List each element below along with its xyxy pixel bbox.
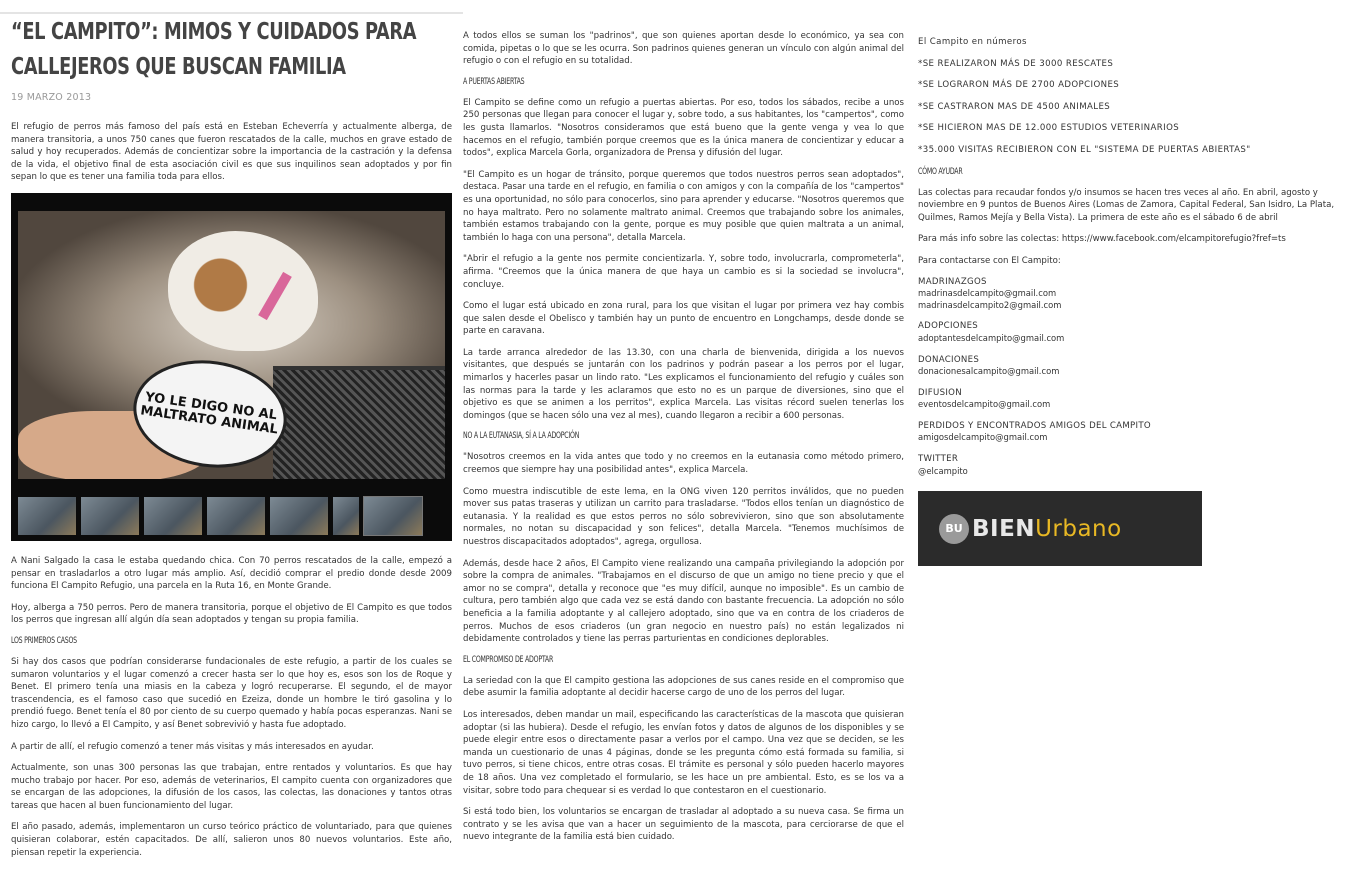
thumbnail[interactable]: [18, 497, 76, 535]
logo-mark: [939, 514, 969, 544]
colectas-text: Las colectas para recaudar fondos y/o insumos se hacen tres veces al año. En abril, agosto y noviembre en 9 puntos de Buenos Aires (Lomas de Zamora, Capital Federal, San Isidro, La Plata, Quilmes, Ramos Mejía y Bella Vista). La primera de este año es el sábado 6 de abril: [918, 187, 1335, 223]
paragraph: "Nosotros creemos en la vida antes que todo y no creemos en la eutanasia como método primero, creemos que siempre hay una posibilidad antes", explica Marcela.: [463, 452, 904, 476]
paragraph: Como el lugar está ubicado en zona rural, para los que visitan el lugar por primera vez hay combis que salen desde el Obelisco y también hay un punto de encuentro en Longchamps, desde donde se parte en caravana.: [463, 301, 904, 337]
thumbnail[interactable]: [207, 497, 265, 535]
thumbnail-strip: [18, 497, 445, 535]
thumbnail[interactable]: [333, 497, 359, 535]
contact-twitter: [918, 454, 1358, 477]
bien-urbano-logo[interactable]: [918, 491, 1202, 566]
paragraph: La seriedad con la que El campito gestiona las adopciones de sus canes reside en el compromiso que debe asumir la familia adoptante al decidir hacerse cargo de uno de los perros del lugar.: [463, 675, 904, 699]
contact-email[interactable]: madrinasdelcampito2@gmail.com: [918, 299, 1062, 310]
basket-illustration: [273, 366, 445, 479]
paragraph: Si está todo bien, los voluntarios se encargan de trasladar al adoptado a su nueva casa. Se firma un contrato y se les avisa que van a hacer un seguimiento de la mascota, para cerciorarse de que el nuevo integrante de la familia está bien cuidado.: [463, 807, 904, 843]
photo-sign-text: YO LE DIGO NO AL MALTRATO ANIMAL: [139, 389, 279, 438]
paragraph: A todos ellos se suman los "padrinos", que son quienes aportan desde lo económico, ya sea con comida, pipetas o lo que se les ocurra. Son padrinos quienes generan un vínculo con algún animal del refugio o con el refugio en su totalidad.: [463, 31, 904, 67]
number-item: *SE CASTRARON MAS DE 4500 ANIMALES: [918, 101, 1111, 112]
number-item: *SE LOGRARON MÁS DE 2700 ADOPCIONES: [918, 80, 1120, 91]
contact-heading: ADOPCIONES: [918, 321, 979, 332]
contact-heading: MADRINAZGOS: [918, 276, 987, 287]
paragraph: El Campito se define como un refugio a puertas abiertas. Por eso, todos los sábados, recibe a unos 250 personas que llegan para conocer el lugar y, sobre todo, a sus habitantes, los "campertos", como les gusta llamarlos. "Nosotros consideramos que está bueno que la gente venga y vea lo que hacemos en el refugio, también porque creemos que es la única manera de concientizar y educar a todos", explica Marcela Gorla, organizadora de Prensa y difusión del lugar.: [463, 97, 904, 159]
contact-heading: DONACIONES: [918, 354, 980, 365]
paragraph: El año pasado, además, implementaron un curso teórico práctico de voluntariado, para que quienes quisieran colaborar, estén capacitados. De allí, salieron unos 80 nuevos voluntarios. Este año, piensan repetir la experiencia.: [11, 822, 452, 858]
article-intro: El refugio de perros más famoso del país está en Esteban Echeverría y actualmente alberga, de manera transitoria, a unos 750 canes que fueron rescatados de la calle, muchos en grave estado de salud y hoy recuperados. Además de concientizar sobre la importancia de la castración y la defensa de la vida, el objetivo final de esta asociación civil es que sus inquilinos sean adoptados y por fin sepan lo que es tener una familia toda para ellos.: [11, 122, 452, 183]
contact-intro: Para contactarse con El Campito:: [918, 255, 1061, 266]
photo-gallery: [11, 193, 452, 541]
logo-mark-text: BU: [945, 522, 963, 536]
contact-heading: PERDIDOS Y ENCONTRADOS AMIGOS DEL CAMPITO: [918, 420, 1151, 431]
number-item: *35.000 VISITAS RECIBIERON CON EL "SISTEMA DE PUERTAS ABIERTAS": [918, 144, 1251, 155]
paragraph: Como muestra indiscutible de este lema, en la ONG viven 120 perritos inválidos, que no pueden mover sus patas traseras y utilizan un carrito para trasladarse. "Todos ellos tenían un diagnóstico de eutanasia. Y la realidad es que estos perros no sólo sobrevivieron, sino que son absolutamente normales, no notan su discapacidad y son felices", detalla Marcela. "Tenemos muchísimos de nuestros discapacitados adoptados", agrega, orgullosa.: [463, 486, 904, 547]
paragraph: La tarde arranca alrededor de las 13.30, con una charla de bienvenida, dirigida a los nuevos visitantes, que después se juntarán con los padrinos y podrán pasear a los perros por el lugar, mimarlos y hacerles pasar un lindo rato. "Les explicamos el funcionamiento del refugio y cuáles son las normas para la tarde y les aclaramos que esto no es un parque de diversiones, sino que el objetivo es que se animen a los perritos", explica Marcela. Las visitas récord suelen tenerlas los domingos (que se hacen sólo una vez al mes), cuando llegaron a recibir a 600 personas.: [463, 347, 904, 421]
paragraph: Si hay dos casos que podrían considerarse fundacionales de este refugio, a partir de los cuales se sumaron voluntarios y el lugar comenzó a crecer hasta ser lo que hoy es, esos son los de Roque y Benet. El primero tenía una miasis en la cabeza y logró recuperarse. El segundo, el de mayor trascendencia, es el famoso caso que sucedió en Ezeiza, donde un hombre le tiró gasolina y lo prendió fuego. Benet tenía el 80 por ciento de su cuerpo quemado y había pocas esperanzas. Nani se hizo cargo, lo llevó a El Campito, y así Benet sobrevivió y hasta fue adoptado.: [11, 656, 452, 730]
paragraph: A partir de allí, el refugio comenzó a tener más visitas y más interesados en ayudar.: [11, 741, 374, 752]
thumbnail[interactable]: [270, 497, 328, 535]
section-heading: EL COMPROMISO DE ADOPTAR: [463, 654, 554, 665]
article-title: “EL CAMPITO”: MIMOS Y CUIDADOS PARA CALLEJEROS QUE BUSCAN FAMILIA: [11, 19, 417, 80]
sidebar: [918, 37, 1358, 566]
section-heading: NO A LA EUTANASIA, SÍ A LA ADOPCIÓN: [463, 431, 580, 442]
number-item: *SE HICIERON MAS DE 12.000 ESTUDIOS VETERINARIOS: [918, 123, 1180, 134]
paragraph: "El Campito es un hogar de tránsito, porque queremos que todos nuestros perros sean adoptados", destaca. Pasar una tarde en el refugio, en familia o con amigos y con la compañía de los "campertos" es una oportunidad, no sólo para conocerlos, sino para aprender y educarse. "Nosotros queremos que no haya maltrato. Pero no solamente maltrato animal. Creemos que trabajando sobre los animales, también estamos trabajando con la gente, porque es muy posible que quien maltrata a un animal, también lo haga con una persona", detalla Marcela.: [463, 169, 904, 243]
contact-donaciones: [918, 355, 1358, 378]
contact-heading: DIFUSION: [918, 387, 962, 398]
thumbnail-selected[interactable]: [364, 497, 422, 535]
paragraph: Actualmente, son unas 300 personas las que trabajan, entre rentados y voluntarios. Es que hay mucho trabajo por hacer. Por eso, además de veterinarios, El campito cuenta con organizadores que se encargan de las adopciones, la difusión de los casos, las colectas, las donaciones y tantos otras tareas que hacen al buen funcionamiento del lugar.: [11, 763, 452, 811]
logo-urbano: Urbano: [1035, 515, 1122, 542]
more-info-link[interactable]: Para más info sobre las colectas: https://www.facebook.com/elcampitorefugio?fref=ts: [918, 234, 1286, 245]
numbers-title: El Campito en números: [918, 37, 1027, 47]
contact-email[interactable]: donacionesalcampito@gmail.com: [918, 366, 1060, 377]
contact-adopciones: [918, 321, 1358, 344]
twitter-handle[interactable]: @elcampito: [918, 465, 968, 476]
contact-email[interactable]: madrinasdelcampito@gmail.com: [918, 288, 1057, 299]
paragraph: "Abrir el refugio a la gente nos permite concientizarla. Y, sobre todo, involucrarla, comprometerla", afirma. "Creemos que la única manera de que haya un cambio es si la sociedad se involucra", concluye.: [463, 254, 904, 290]
paragraph: Los interesados, deben mandar un mail, especificando las características de la mascota que quisieran adoptar (si las hubiera). Desde el refugio, les envían fotos y datos de algunos de los disponibles y se puede elegir entre esos o directamente pasar a verlos por el campo. Una vez que se deciden, se les manda un cuestionario de unas 4 páginas, donde se les pregunta cómo está formada su familia, si tuvo perros, si tiene chicos, entre otras cosas. El trámite es personal y sólo pueden hacerlo mayores de 18 años. Una vez completado el formulario, se les hace un pre ambiental. Esto, es se los va a visitar, sobre todo para chequear si es verdad lo que contestaron en el cuestionario.: [463, 709, 904, 796]
contact-difusion: [918, 388, 1358, 411]
contact-madrinazgos: [918, 277, 1358, 312]
paragraph: Además, desde hace 2 años, El Campito viene realizando una campaña privilegiando la adopción por sobre la compra de animales. "Trabajamos en el discurso de que un amigo no tiene precio y que el amor no se compra", detalla y reconoce que "es muy difícil, aunque no imposible". Es un cambio de cultura, pero también algo que cada vez se está dando con bastante frecuencia. La adopción no sólo beneficia a la familia adoptante y al callejero adoptado, sino que va en contra de los criaderos de perros. Muchos de esos criaderos (un gran negocio en nuestro país) no están legalizados ni debidamente controlados y tiene las perras parturientas en condiciones deplorables.: [463, 558, 904, 645]
number-item: *SE REALIZARON MÁS DE 3000 RESCATES: [918, 58, 1114, 69]
thumbnail[interactable]: [81, 497, 139, 535]
contact-email[interactable]: adoptantesdelcampito@gmail.com: [918, 332, 1065, 343]
section-heading: CÓMO AYUDAR: [918, 166, 963, 177]
contact-email[interactable]: amigosdelcampito@gmail.com: [918, 432, 1048, 443]
main-photo[interactable]: [18, 211, 445, 479]
article-column-1: [11, 0, 452, 868]
section-heading: A PUERTAS ABIERTAS: [463, 76, 525, 87]
logo-bien: BIEN: [972, 515, 1036, 542]
paragraph: A Nani Salgado la casa le estaba quedando chica. Con 70 perros rescatados de la calle, empezó a pensar en trasladarlos a otro lugar más amplio. Así, decidió comprar el predio donde desde 2009 funciona El Campito Refugio, una parcela en la Ruta 16, en Monte Grande.: [11, 555, 452, 592]
contact-heading: TWITTER: [918, 454, 959, 465]
contact-perdidos: [918, 421, 1358, 444]
paragraph: Hoy, alberga a 750 perros. Pero de manera transitoria, porque el objetivo de El Campito es que todos los perros que ingresan allí algún día sean adoptados y tengan su propia familia.: [11, 602, 452, 626]
dog-illustration: [168, 231, 318, 351]
section-heading: LOS PRIMEROS CASOS: [11, 635, 77, 646]
article-date: 19 MARZO 2013: [11, 92, 92, 103]
article-column-2: [463, 30, 904, 853]
thumbnail[interactable]: [144, 497, 202, 535]
contact-email[interactable]: eventosdelcampito@gmail.com: [918, 399, 1051, 410]
